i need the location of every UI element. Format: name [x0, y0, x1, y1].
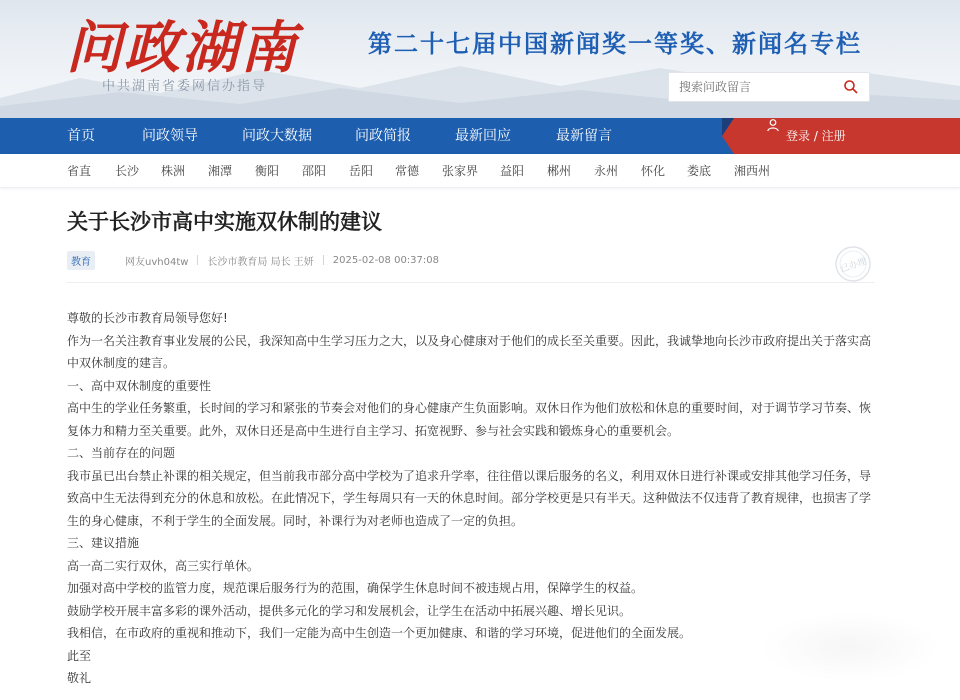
city-item[interactable]: 衡阳	[255, 164, 280, 178]
title-divider	[67, 282, 875, 283]
city-item[interactable]: 郴州	[547, 164, 572, 178]
nav-latest-responses[interactable]: 最新回应	[455, 128, 511, 144]
city-item[interactable]: 岳阳	[349, 164, 374, 178]
user-icon	[766, 129, 780, 143]
header-banner	[0, 0, 960, 118]
city-item[interactable]: 邵阳	[302, 164, 327, 178]
city-item[interactable]: 张家界	[442, 164, 479, 178]
header-slogan: 第二十七届中国新闻奖一等奖、新闻名专栏	[368, 29, 862, 58]
paragraph: 尊敬的长沙市教育局领导您好!	[67, 311, 228, 325]
nav-latest-messages[interactable]: 最新留言	[556, 128, 612, 144]
section-heading: 二、当前存在的问题	[67, 446, 176, 460]
processed-stamp	[830, 244, 876, 284]
login-label[interactable]: 登录 / 注册	[786, 129, 846, 143]
nav-briefing[interactable]: 问政简报	[355, 128, 411, 144]
paragraph: 高一高二实行双休，高三实行单休。	[67, 558, 260, 573]
meta-divider	[323, 255, 324, 265]
city-item[interactable]: 湘潭	[208, 164, 233, 178]
city-item[interactable]: 长沙	[115, 164, 140, 178]
logo-subtitle: 中共湖南省委网信办指导	[102, 79, 268, 94]
city-item[interactable]: 娄底	[687, 164, 712, 178]
city-item[interactable]: 湘西州	[734, 164, 771, 178]
post-datetime: 2025-02-08 00:37:08	[332, 254, 439, 266]
paragraph: 我相信，在市政府的重视和推动下，我们一定能为高中生创造一个更加健康、和谐的学习环境，促进他们的全面发展。	[67, 626, 692, 640]
category-tag[interactable]: 教育	[67, 251, 95, 270]
city-item[interactable]: 怀化	[641, 164, 666, 178]
city-filter-bar	[0, 154, 960, 188]
city-item[interactable]: 常德	[395, 164, 420, 178]
paragraph: 鼓励学校开展丰富多彩的课外活动，提供多元化的学习和发展机会，让学生在活动中拓展兴趣、增长见识。	[67, 603, 632, 618]
section-heading: 三、建议措施	[67, 536, 140, 550]
closing-line: 此至	[67, 648, 92, 663]
city-item[interactable]: 省直	[67, 164, 92, 178]
city-item[interactable]: 益阳	[500, 164, 525, 178]
background-fade	[760, 612, 940, 682]
stamp-text: 已办理	[839, 256, 869, 275]
article-body	[67, 307, 879, 690]
author: 网友uvh04tw	[125, 256, 189, 268]
city-item[interactable]: 永州	[594, 164, 619, 178]
paragraph: 高中生的学业任务繁重，长时间的学习和紧张的节奏会对他们的身心健康产生负面影响。双休日作为他们放松和休息的重要时间，对于调节学习节奏、恢复体力和精力至关重要。此外，双休日还是高中生进行自主学习、拓宽视野、参与社会实践和锻炼身心的重要机会。	[67, 401, 872, 438]
nav-home[interactable]: 首页	[67, 128, 95, 144]
city-item[interactable]: 株洲	[161, 164, 186, 178]
search-input[interactable]	[679, 80, 843, 94]
search-box	[668, 72, 870, 102]
recipient: 长沙市教育局 局长 王妍	[207, 256, 314, 268]
meta-divider	[197, 255, 198, 265]
nav-big-data[interactable]: 问政大数据	[242, 128, 312, 144]
article-meta	[67, 252, 439, 268]
nav-leaders[interactable]: 问政领导	[142, 128, 198, 144]
site-logo[interactable]: 问政湖南	[66, 15, 298, 81]
paragraph: 作为一名关注教育事业发展的公民，我深知高中生学习压力之大，以及身心健康对于他们的成长至关重要。因此，我诚挚地向长沙市政府提出关于落实高中双休制度的建言。	[67, 333, 872, 370]
login-register-link[interactable]	[766, 118, 846, 154]
section-heading: 一、高中双休制度的重要性	[67, 378, 212, 393]
search-icon[interactable]	[843, 79, 859, 95]
closing-line: 敬礼	[67, 671, 92, 685]
paragraph: 加强对高中学校的监管力度，规范课后服务行为的范围，确保学生休息时间不被违规占用，保障学生的权益。	[67, 581, 644, 595]
login-area[interactable]	[722, 118, 960, 154]
paragraph: 我市虽已出台禁止补课的相关规定，但当前我市部分高中学校为了追求升学率，往往借以课后服务的名义，利用双休日进行补课或安排其他学习任务，导致高中生无法得到充分的休息和放松。在此情况下，学生每周只有一天的休息时间。部分学校更是只有半天。这种做法不仅违背了教育规律，也损害了学生的身心健康，不利于学生的全面发展。同时，补课行为对老师也造成了一定的负担。	[67, 468, 872, 528]
article-title: 关于长沙市高中实施双休制的建议	[67, 210, 382, 234]
